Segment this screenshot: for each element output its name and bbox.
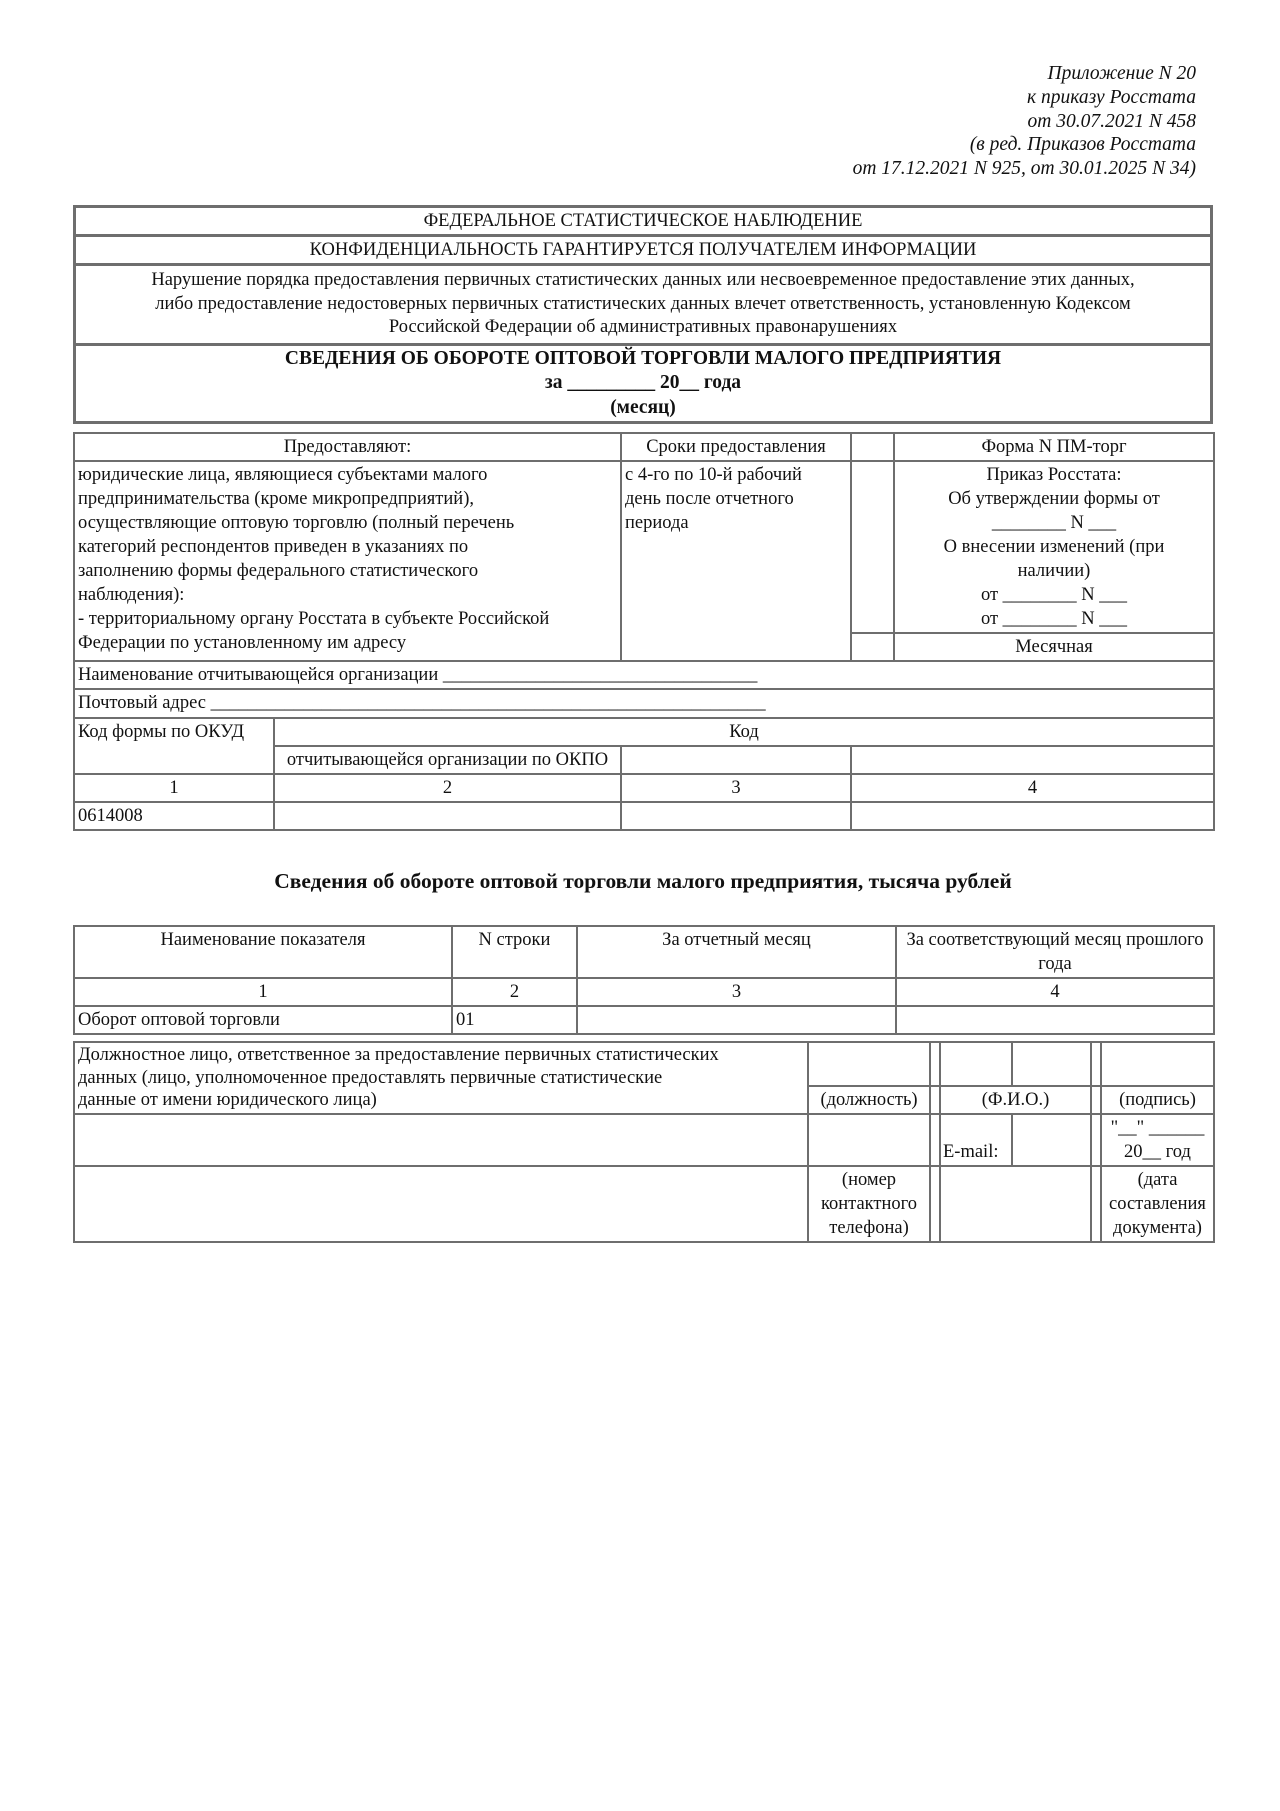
providers-header: Предоставляют: [74, 433, 621, 461]
column-number: 4 [896, 978, 1214, 1006]
blank-cell [851, 433, 894, 461]
providers-line: юридические лица, являющиеся субъектами малого [78, 465, 488, 486]
column-header: Наименование показателя [74, 926, 452, 978]
separator-cell [930, 1086, 940, 1114]
approval-order-text [894, 461, 1214, 633]
form-title: СВЕДЕНИЯ ОБ ОБОРОТЕ ОПТОВОЙ ТОРГОВЛИ МАЛОГО ПРЕДПРИЯТИЯ [284, 348, 1002, 370]
providers-line: осуществляющие оптовую торговлю (полный перечень [78, 513, 515, 534]
notice-line: Российской Федерации об административных правонарушениях [388, 317, 898, 338]
column-number: 1 [74, 774, 274, 802]
responsible-line: данных (лицо, уполномоченное предоставлять первичные статистические [78, 1067, 663, 1088]
order-line: ________ N ___ [991, 513, 1117, 534]
okud-code-value: 0614008 [74, 802, 274, 830]
providers-line: заполнению формы федерального статистического [78, 561, 479, 582]
blank-cell [940, 1166, 1091, 1242]
code-col3-input[interactable] [621, 802, 851, 830]
column-number: 2 [274, 774, 621, 802]
reporting-month-value[interactable] [577, 1006, 896, 1034]
order-line: от ________ N ___ [980, 609, 1128, 630]
fio-caption: (Ф.И.О.) [940, 1086, 1091, 1114]
deadline-line: периода [625, 513, 689, 534]
order-line: от ________ N ___ [980, 585, 1128, 606]
phone-input[interactable] [808, 1114, 930, 1166]
providers-line: Федерации по установленному им адресу [78, 633, 407, 654]
code-col4-input[interactable] [851, 802, 1214, 830]
separator-cell [930, 1114, 940, 1166]
code-header: Код [274, 718, 1214, 746]
appendix-line: от 30.07.2021 N 458 [1027, 110, 1196, 132]
blank-cell [851, 461, 894, 633]
appendix-line: от 17.12.2021 N 925, от 30.01.2025 N 34) [852, 158, 1196, 180]
column-header: N строки [452, 926, 577, 978]
order-line: О внесении изменений (при [943, 537, 1165, 558]
notice-line: Нарушение порядка предоставления первичных статистических данных или несвоевременное предоставление этих данных, [151, 270, 1135, 291]
row-code: 01 [452, 1006, 577, 1034]
deadlines-text [621, 461, 851, 661]
document-date-caption [1101, 1166, 1214, 1242]
okud-code-label: Код формы по ОКУД [74, 718, 274, 774]
section-title: Сведения об обороте оптовой торговли малого предприятия, тысяча рублей [274, 869, 1012, 893]
separator-cell [1091, 1042, 1101, 1086]
federal-observation-heading: ФЕДЕРАЛЬНОЕ СТАТИСТИЧЕСКОЕ НАБЛЮДЕНИЕ [75, 207, 1212, 236]
turnover-table [73, 925, 1215, 1035]
caption-line: (дата [1137, 1169, 1178, 1190]
okpo-code-input[interactable] [274, 802, 621, 830]
separator-cell [930, 1166, 940, 1242]
confidentiality-heading: КОНФИДЕНЦИАЛЬНОСТЬ ГАРАНТИРУЕТСЯ ПОЛУЧАТЕЛЕМ ИНФОРМАЦИИ [75, 236, 1212, 265]
reporting-period: за _________ 20__ года [544, 372, 742, 394]
separator-cell [930, 1042, 940, 1086]
blank-cell [74, 1166, 808, 1242]
column-number: 3 [621, 774, 851, 802]
providers-line: предпринимательства (кроме микропредприятий), [78, 489, 474, 510]
postal-address-field[interactable]: Почтовый адрес ____________________________________________________________ [74, 689, 1214, 717]
okpo-label: отчитывающейся организации по ОКПО [274, 746, 621, 774]
form-number-header: Форма N ПМ-торг [894, 433, 1214, 461]
appendix-line: Приложение N 20 [1047, 63, 1196, 84]
reporting-period-hint: (месяц) [610, 396, 676, 418]
position-input[interactable] [808, 1042, 930, 1086]
indicator-name: Оборот оптовой торговли [74, 1006, 452, 1034]
column-number: 3 [577, 978, 896, 1006]
order-line: наличии) [1017, 561, 1091, 582]
column-header: За отчетный месяц [577, 926, 896, 978]
previous-year-value[interactable] [896, 1006, 1214, 1034]
fio-input-2[interactable] [1012, 1042, 1091, 1086]
separator-cell [1091, 1114, 1101, 1166]
appendix-note [596, 62, 1196, 181]
deadline-line: с 4-го по 10-й рабочий [625, 465, 802, 486]
date-line: "__" ______ [1110, 1117, 1205, 1138]
email-label: E-mail: [940, 1114, 1012, 1166]
signature-caption: (подпись) [1101, 1086, 1214, 1114]
blank-cell [851, 633, 894, 661]
table-row [74, 1006, 1214, 1034]
appendix-line: к приказу Росстата [1026, 86, 1196, 108]
code-col4-header [851, 746, 1214, 774]
org-name-field[interactable]: Наименование отчитывающейся организации __________________________________ [74, 661, 1214, 689]
date-line: 20__ год [1124, 1141, 1191, 1162]
phone-caption [808, 1166, 930, 1242]
periodicity: Месячная [894, 633, 1214, 661]
header-table [73, 205, 1213, 424]
notice-line: либо предоставление недостоверных первичных статистических данных влечет ответственность, установленную Кодексом [155, 293, 1131, 314]
deadline-line: день после отчетного [625, 489, 794, 510]
responsible-person-label [74, 1042, 808, 1114]
providers-line: - территориальному органу Росстата в субъекте Российской [78, 609, 550, 630]
signature-table [73, 1041, 1215, 1243]
providers-line: наблюдения): [78, 585, 185, 606]
column-header: За соответствующий месяц прошлого года [896, 926, 1214, 978]
column-number: 1 [74, 978, 452, 1006]
blank-cell [74, 1114, 808, 1166]
caption-line: составления [1109, 1193, 1206, 1214]
providers-text [74, 461, 621, 661]
deadlines-header: Сроки предоставления [621, 433, 851, 461]
caption-line: контактного [820, 1193, 918, 1214]
code-col3-header [621, 746, 851, 774]
form-info-table [73, 432, 1215, 831]
caption-line: телефона) [829, 1217, 909, 1238]
appendix-line: (в ред. Приказов Росстата [969, 134, 1196, 156]
order-line: Об утверждении формы от [948, 489, 1160, 510]
responsible-line: Должностное лицо, ответственное за предоставление первичных статистических [78, 1045, 719, 1065]
fio-input[interactable] [940, 1042, 1012, 1086]
separator-cell [1091, 1166, 1101, 1242]
form-title-block [75, 345, 1212, 423]
responsible-line: данные от имени юридического лица) [78, 1090, 377, 1111]
caption-line: (номер [841, 1169, 897, 1190]
providers-line: категорий респондентов приведен в указаниях по [78, 537, 469, 558]
signature-input[interactable] [1101, 1042, 1214, 1086]
caption-line: документа) [1113, 1217, 1202, 1238]
order-line: Приказ Росстата: [986, 465, 1122, 486]
separator-cell [1091, 1086, 1101, 1114]
liability-notice [75, 265, 1212, 345]
email-input[interactable] [1012, 1114, 1091, 1166]
document-date-input[interactable] [1101, 1114, 1214, 1166]
position-caption: (должность) [808, 1086, 930, 1114]
column-number: 2 [452, 978, 577, 1006]
column-number: 4 [851, 774, 1214, 802]
